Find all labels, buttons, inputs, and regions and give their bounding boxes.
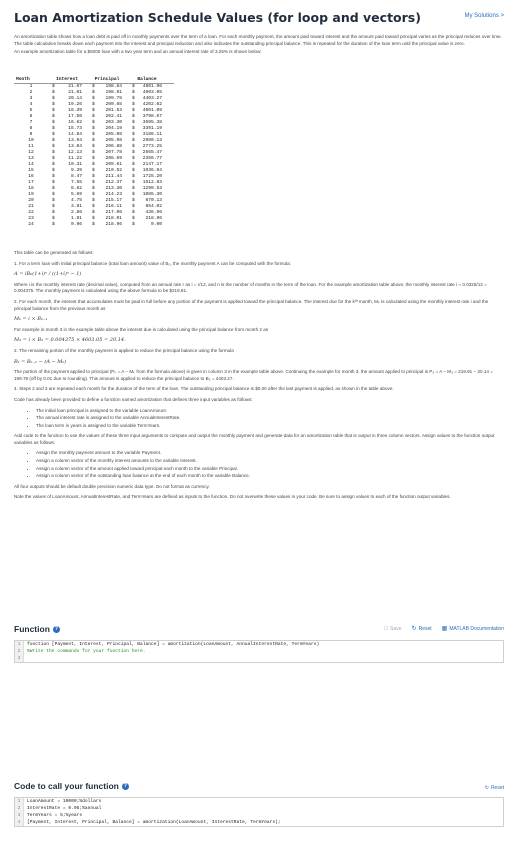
- desc-p10: All four outputs should be default double precision numeric data type. Do not format as currency.: [14, 483, 210, 489]
- cell-value: 2980.13: [142, 138, 162, 143]
- cell-value: 198.91: [105, 90, 122, 95]
- cell-value: 199.78: [105, 96, 122, 101]
- currency-symbol: $: [52, 132, 55, 137]
- list-item: • Assign a column vector of the outstanding loan balance at the end of each month to the variable Balance.: [36, 473, 504, 480]
- currency-symbol: $: [132, 216, 135, 221]
- cell-value: 14.84: [68, 132, 82, 137]
- call-editor[interactable]: [14, 797, 504, 827]
- cell-value: 4202.62: [142, 102, 162, 107]
- cell-value: 213.30: [105, 186, 122, 191]
- currency-symbol: $: [132, 114, 135, 119]
- currency-symbol: $: [132, 186, 135, 191]
- cell-value: 201.53: [105, 108, 122, 113]
- currency-symbol: $: [92, 150, 95, 155]
- cell-value: 6.62: [70, 186, 82, 191]
- currency-symbol: $: [132, 198, 135, 203]
- month-cell: 5: [29, 108, 33, 113]
- currency-symbol: $: [52, 198, 55, 203]
- currency-symbol: $: [132, 102, 135, 107]
- intro-paragraph: An amortization table shows how a loan debt is paid off in monthly payments over the term of a loan. For each monthly payment, the amount paid toward interest and the amount paid toward principal varies as the principal reduces over time. The table calculation breaks down each payment into the interest and principal reduction and also indicates the outstanding principal balance. This is repeated for the duration of the loan term until the principal value is zero.: [14, 34, 502, 46]
- currency-symbol: $: [52, 222, 55, 227]
- month-cell: 14: [28, 162, 34, 167]
- page-title: Loan Amortization Schedule Values (for loop and vectors): [14, 10, 421, 25]
- month-cell: 21: [28, 204, 34, 209]
- desc-p11: Note the values of LoanAmount, AnnualInterestRate, and TermYears are defined as inputs to the function. Do not overwrite these values in your code. Be sure to assign values to each of the function output variables.: [14, 494, 451, 500]
- desc-p9: Add code to the function to use the values of these three input arguments to compute and output the monthly payment and generate data for an amortization table that is output in three column vectors. Assign values to the function output variables as follows:: [14, 433, 495, 445]
- currency-symbol: $: [92, 126, 95, 131]
- cell-value: 214.23: [105, 192, 122, 197]
- cell-value: 205.98: [105, 138, 122, 143]
- desc-p0: This table can be generated as follows:: [14, 250, 94, 255]
- currency-symbol: $: [52, 162, 55, 167]
- cell-value: 2.86: [70, 210, 82, 215]
- line-number: 2: [15, 648, 24, 655]
- desc-p6: The portion of the payment applied to principal (Pₖ = A − Mₖ from the formula above) is given in column 3 in the example table above. Continuing the example for month 3, the amount applied to principal is P₃ = A − M₃ = 219.91 − 20.14 = 199.78 (off by 0.01 due to rounding). This amount is applied to reduce the principal balance to B₃ = 4403.27.: [14, 369, 493, 381]
- formula-payment: A = iB₀(1+i)ⁿ / ((1+i)ⁿ − 1): [14, 271, 82, 278]
- currency-symbol: $: [52, 90, 55, 95]
- desc-p3: 2. For each month, the interest that accumulates must be paid in full before any portion of the payment is applied toward the principal balance. The interest due for the kᵗʰ month, Mₖ is calculated using the monthly interest rate i and the principal balance from the previous month as: [14, 298, 489, 311]
- currency-symbol: $: [132, 222, 135, 227]
- desc-p5: 2. The remaining portion of the monthly payment is applied to reduce the principal balance using the formula: [14, 347, 234, 353]
- table-body: [14, 84, 174, 228]
- header-month: Month: [16, 77, 30, 82]
- cell-value: 1936.64: [142, 168, 162, 173]
- cell-value: 4801.96: [142, 84, 162, 89]
- list-item: • The annual interest rate is assigned to the variable AnnualInterestRate.: [36, 415, 504, 422]
- month-cell: 1: [29, 84, 33, 89]
- cell-value: 207.78: [105, 150, 122, 155]
- call-reset-label: Reset: [490, 785, 504, 791]
- cell-value: 16.62: [68, 120, 82, 125]
- cell-value: 21.67: [68, 84, 82, 89]
- principal-cell: [88, 222, 128, 228]
- currency-symbol: $: [92, 102, 95, 107]
- call-section-title: [14, 781, 129, 791]
- call-reset-button[interactable]: [485, 785, 504, 791]
- currency-symbol: $: [132, 126, 135, 131]
- month-cell: 2: [29, 90, 33, 95]
- currency-symbol: $: [92, 156, 95, 161]
- table-header: [14, 76, 174, 84]
- month-cell: 19: [28, 192, 34, 197]
- cell-value: 218.96: [105, 222, 122, 227]
- docs-icon: ▦: [441, 626, 448, 632]
- call-title-text: Code to call your function: [14, 781, 119, 791]
- header-principal: Principal: [94, 77, 120, 82]
- code-line: [15, 805, 503, 812]
- docs-label: MATLAB Documentation: [449, 625, 504, 632]
- cell-value: 200.65: [105, 102, 122, 107]
- cell-value: 3186.11: [142, 132, 162, 137]
- currency-symbol: $: [92, 144, 95, 149]
- currency-symbol: $: [52, 126, 55, 131]
- cell-value: 13.04: [68, 144, 82, 149]
- cell-value: 0.00: [150, 222, 162, 227]
- desc-p7: 4. Steps 2 and 3 are repeated each month for the duration of the term of the loan. The outstanding principal balance is $0.00 after the last payment is applied, as shown in the table above.: [14, 386, 394, 392]
- currency-symbol: $: [52, 186, 55, 191]
- cell-value: 217.06: [105, 210, 122, 215]
- cell-value: 11.22: [68, 156, 82, 161]
- cell-value: 5.69: [70, 192, 82, 197]
- interest-cell: [48, 222, 88, 228]
- currency-symbol: $: [52, 144, 55, 149]
- code-text[interactable]: [Payment, Interest, Principal, Balance] = amortization(LoanAmount, InterestRate, TermYears);: [27, 820, 281, 825]
- cell-value: 218.96: [145, 216, 162, 221]
- list-item: • Assign the monthly payment amount to the variable Payment.: [36, 450, 504, 457]
- currency-symbol: $: [92, 132, 95, 137]
- code-line: [15, 655, 503, 662]
- cell-value: 3391.19: [142, 126, 162, 131]
- month-cell: 10: [28, 138, 34, 143]
- month-cell: 17: [28, 180, 34, 185]
- list-item: • Assign a column vector of the monthly interest amounts to the variable Interest.: [36, 458, 504, 465]
- cell-value: 870.13: [145, 198, 162, 203]
- currency-symbol: $: [132, 192, 135, 197]
- function-section-title: [14, 624, 60, 634]
- line-number: 3: [15, 655, 24, 662]
- cell-value: 1085.30: [142, 192, 162, 197]
- currency-symbol: $: [132, 180, 135, 185]
- currency-symbol: $: [132, 156, 135, 161]
- cell-value: 1.91: [70, 216, 82, 221]
- save-icon: □: [384, 625, 389, 632]
- cell-value: 206.88: [105, 144, 122, 149]
- month-cell: 20: [28, 198, 34, 203]
- currency-symbol: $: [52, 84, 55, 89]
- line-number: 4: [15, 819, 24, 826]
- amortization-table: [14, 76, 174, 228]
- cell-value: 215.17: [105, 198, 122, 203]
- code-line: [15, 641, 503, 648]
- desc-p4: For example in month 3 in the example table above the interest due is calculated using the principal balance from month 2 as: [14, 326, 269, 332]
- month-cell: 16: [28, 174, 34, 179]
- currency-symbol: $: [52, 102, 55, 107]
- code-text[interactable]: LoanAmount = 10000;%dollars: [27, 799, 102, 804]
- function-editor[interactable]: [14, 640, 504, 663]
- code-line: [15, 819, 503, 826]
- list-item: • The initial loan principal is assigned to the variable LoanAmount.: [36, 408, 504, 415]
- formula-interest: Mₖ = i × Bₖ₋₁: [14, 316, 48, 323]
- balance-cell: [128, 222, 168, 228]
- currency-symbol: $: [52, 96, 55, 101]
- code-text[interactable]: function [Payment, Interest, Principal, Balance] = amortization(LoanAmount, AnnualInterestRate, TermYears): [27, 642, 320, 647]
- cell-value: 20.14: [68, 96, 82, 101]
- currency-symbol: $: [132, 138, 135, 143]
- currency-symbol: $: [92, 210, 95, 215]
- cell-value: 19.26: [68, 102, 82, 107]
- desc-p8: Code has already been provided to define a function named amortization that defines three input variables as follows:: [14, 396, 253, 402]
- cell-value: 205.08: [105, 132, 122, 137]
- month-cell: 22: [28, 210, 34, 215]
- currency-symbol: $: [132, 84, 135, 89]
- currency-symbol: $: [92, 96, 95, 101]
- cell-value: 654.02: [145, 204, 162, 209]
- cell-value: 204.19: [105, 126, 122, 131]
- month-cell: 6: [29, 114, 33, 119]
- line-number: 1: [15, 641, 24, 648]
- currency-symbol: $: [92, 84, 95, 89]
- cell-value: 203.30: [105, 120, 122, 125]
- cell-value: 4603.05: [142, 90, 162, 95]
- header-interest: Interest: [55, 77, 79, 82]
- output-variable-list: [36, 450, 504, 479]
- currency-symbol: $: [52, 180, 55, 185]
- cell-value: 436.96: [145, 210, 162, 215]
- line-number: 3: [15, 812, 24, 819]
- code-line: [15, 798, 503, 805]
- currency-symbol: $: [132, 204, 135, 209]
- currency-symbol: $: [52, 156, 55, 161]
- cell-value: 3595.38: [142, 120, 162, 125]
- currency-symbol: $: [132, 162, 135, 167]
- month-cell: 11: [28, 144, 34, 149]
- function-title-text: Function: [14, 624, 50, 634]
- intro-example: An example amortization table for a $5000 loan with a two year term and an annual interest rate of 3.25% is shown below:: [14, 49, 262, 55]
- cell-value: 198.84: [105, 84, 122, 89]
- currency-symbol: $: [132, 150, 135, 155]
- month-cell: 7: [29, 120, 33, 125]
- currency-symbol: $: [132, 90, 135, 95]
- month-cell: 23: [28, 216, 34, 221]
- cell-value: 2147.17: [142, 162, 162, 167]
- cell-value: 13.94: [68, 138, 82, 143]
- list-item: • The loan term in years is assigned to the variable TermYears.: [36, 423, 504, 430]
- code-line: [15, 648, 503, 655]
- currency-symbol: $: [132, 96, 135, 101]
- currency-symbol: $: [92, 204, 95, 209]
- formula-example: M₃ = i × B₂ = 0.004375 × 4603.05 = 20.14.: [14, 337, 126, 344]
- code-text[interactable]: %Write the commands for your function here.: [27, 649, 146, 654]
- cell-value: 21.01: [68, 90, 82, 95]
- my-solutions-link[interactable]: My Solutions >: [464, 13, 504, 19]
- currency-symbol: $: [132, 174, 135, 179]
- cell-value: 18.39: [68, 108, 82, 113]
- month-cell: 13: [28, 156, 34, 161]
- code-line: [15, 812, 503, 819]
- cell-value: 4403.27: [142, 96, 162, 101]
- currency-symbol: $: [92, 192, 95, 197]
- cell-value: 8.47: [70, 174, 82, 179]
- table-row: [14, 222, 174, 228]
- currency-symbol: $: [52, 192, 55, 197]
- cell-value: 17.50: [68, 114, 82, 119]
- cell-value: 3798.67: [142, 114, 162, 119]
- currency-symbol: $: [132, 144, 135, 149]
- currency-symbol: $: [52, 114, 55, 119]
- month-cell: 3: [29, 96, 33, 101]
- code-text[interactable]: TermYears = 5;%years: [27, 813, 83, 818]
- cell-value: 202.41: [105, 114, 122, 119]
- currency-symbol: $: [132, 132, 135, 137]
- currency-symbol: $: [92, 198, 95, 203]
- desc-p1: 1. For a term loan with initial principal balance (total loan amount) value of B₀, the monthly payment A can be computed with the formula:: [14, 260, 291, 266]
- header-balance: Balance: [137, 77, 157, 82]
- help-icon[interactable]: ?: [123, 783, 127, 789]
- currency-symbol: $: [52, 138, 55, 143]
- cell-value: 2773.25: [142, 144, 162, 149]
- currency-symbol: $: [52, 108, 55, 113]
- month-cell: 9: [29, 132, 33, 137]
- cell-value: 216.11: [105, 204, 122, 209]
- cell-value: 7.55: [70, 180, 82, 185]
- currency-symbol: $: [132, 108, 135, 113]
- month-cell: 12: [28, 150, 34, 155]
- currency-symbol: $: [92, 216, 95, 221]
- line-number: 2: [15, 805, 24, 812]
- month-cell: 15: [28, 168, 34, 173]
- month-cell: 24: [28, 222, 34, 227]
- currency-symbol: $: [52, 174, 55, 179]
- cell-value: 0.96: [70, 222, 82, 227]
- cell-value: 1512.83: [142, 180, 162, 185]
- cell-value: 218.01: [105, 216, 122, 221]
- reset-label: Reset: [418, 625, 432, 632]
- currency-symbol: $: [92, 162, 95, 167]
- currency-symbol: $: [132, 210, 135, 215]
- currency-symbol: $: [52, 216, 55, 221]
- cell-value: 2356.77: [142, 156, 162, 161]
- currency-symbol: $: [132, 120, 135, 125]
- cell-value: 4001.09: [142, 108, 162, 113]
- input-variable-list: [36, 408, 504, 430]
- currency-symbol: $: [52, 120, 55, 125]
- currency-symbol: $: [92, 180, 95, 185]
- cell-value: 9.39: [70, 168, 82, 173]
- currency-symbol: $: [132, 168, 135, 173]
- cell-value: 1299.53: [142, 186, 162, 191]
- reset-icon: ↻: [484, 785, 489, 791]
- desc-p2: Where i is the monthly interest rate (decimal value), computed from an annual rate r as i = r/12, and n is the number of months in the term of the loan. For the example amortization table above, the monthly interest rate i = 0.0325/12 = 0.004375. The monthly payment is calculated using the above formula to be $219.91.: [14, 281, 487, 294]
- currency-symbol: $: [92, 90, 95, 95]
- currency-symbol: $: [92, 174, 95, 179]
- cell-value: 209.61: [105, 162, 122, 167]
- help-icon[interactable]: ?: [54, 626, 58, 632]
- cell-value: 4.75: [70, 198, 82, 203]
- matlab-docs-button[interactable]: [442, 625, 504, 632]
- code-text[interactable]: [24, 655, 27, 662]
- save-button[interactable]: [385, 626, 402, 632]
- reset-button[interactable]: [412, 625, 432, 632]
- currency-symbol: $: [92, 108, 95, 113]
- cell-value: 2565.47: [142, 150, 162, 155]
- cell-value: 10.31: [68, 162, 82, 167]
- month-cell: 4: [29, 102, 33, 107]
- cell-value: 211.44: [105, 174, 122, 179]
- reset-icon: ↻: [411, 626, 417, 632]
- currency-symbol: $: [92, 114, 95, 119]
- cell-value: 1725.20: [142, 174, 162, 179]
- currency-symbol: $: [92, 186, 95, 191]
- currency-symbol: $: [92, 120, 95, 125]
- currency-symbol: $: [52, 150, 55, 155]
- currency-symbol: $: [92, 168, 95, 173]
- cell-value: 3.81: [70, 204, 82, 209]
- currency-symbol: $: [52, 168, 55, 173]
- function-toolbar: [385, 625, 504, 632]
- header: [14, 10, 504, 30]
- currency-symbol: $: [52, 210, 55, 215]
- description: [14, 250, 504, 505]
- cell-value: 12.13: [68, 150, 82, 155]
- formula-balance: Bₖ = Bₖ₋₁ − (A − Mₖ): [14, 358, 67, 365]
- save-label: Save: [390, 625, 402, 632]
- line-number: 1: [15, 798, 24, 805]
- currency-symbol: $: [92, 222, 95, 227]
- cell-value: 210.52: [105, 168, 122, 173]
- intro: [14, 34, 504, 58]
- cell-value: 212.37: [105, 180, 122, 185]
- currency-symbol: $: [92, 138, 95, 143]
- month-cell: 18: [28, 186, 34, 191]
- code-text[interactable]: InterestRate = 0.05;%annual: [27, 806, 102, 811]
- list-item: • Assign a column vector of the amount applied toward principal each month to the variable Principal.: [36, 466, 504, 473]
- cell-value: 15.73: [68, 126, 82, 131]
- cell-value: 208.69: [105, 156, 122, 161]
- currency-symbol: $: [52, 204, 55, 209]
- month-cell: 8: [29, 126, 33, 131]
